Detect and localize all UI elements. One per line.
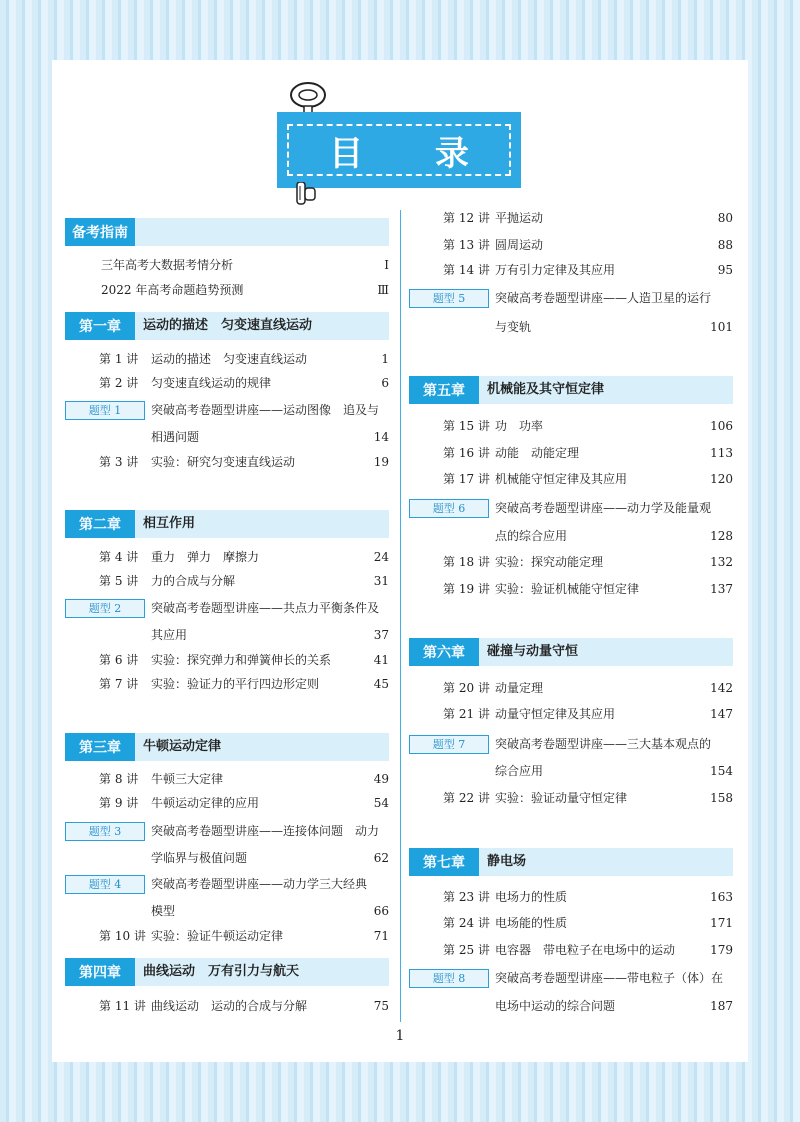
chapter-header-guide[interactable] (65, 218, 389, 246)
chapter-tag: 第七章 (409, 848, 479, 876)
toc-entry-type[interactable]: 题型 4 突破高考卷题型讲座——动力学三大经典 (65, 874, 389, 894)
chapter-header-7[interactable] (409, 848, 733, 876)
toc-entry-cont[interactable]: 与变轨 101 (495, 320, 733, 334)
toc-entry[interactable]: 第 24 讲 电场能的性质 171 (443, 916, 733, 930)
chapter-tag: 第三章 (65, 733, 135, 761)
type-badge: 题型 2 (65, 599, 145, 618)
chapter-title: 机械能及其守恒定律 (487, 382, 605, 397)
toc-entry-type[interactable]: 题型 2 突破高考卷题型讲座——共点力平衡条件及 (65, 598, 389, 618)
toc-entry-type[interactable]: 题型 1 突破高考卷题型讲座——运动图像 追及与 (65, 400, 389, 420)
type-badge: 题型 1 (65, 401, 145, 420)
toc-entry-type[interactable]: 题型 7 突破高考卷题型讲座——三大基本观点的 (409, 734, 733, 754)
toc-entry[interactable]: 第 9 讲 牛顿运动定律的应用 54 (99, 796, 389, 810)
toc-entry[interactable]: 第 6 讲 实验：探究弹力和弹簧伸长的关系 41 (99, 653, 389, 667)
chapter-title: 相互作用 (143, 516, 196, 531)
type-badge: 题型 8 (409, 969, 489, 988)
toc-entry[interactable]: 第 15 讲 功 功率 106 (443, 419, 733, 433)
chapter-title: 牛顿运动定律 (143, 739, 222, 754)
toc-entry[interactable]: 第 14 讲 万有引力定律及其应用 95 (443, 263, 733, 277)
toc-entry[interactable]: 三年高考大数据考情分析 Ⅰ (101, 258, 389, 272)
toc-entry[interactable]: 第 4 讲 重力 弹力 摩擦力 24 (99, 550, 389, 564)
type-badge: 题型 5 (409, 289, 489, 308)
toc-entry[interactable]: 第 25 讲 电容器 带电粒子在电场中的运动 179 (443, 943, 733, 957)
toc-entry[interactable]: 第 19 讲 实验：验证机械能守恒定律 137 (443, 582, 733, 596)
chapter-title: 运动的描述 匀变速直线运动 (143, 318, 313, 333)
type-badge: 题型 4 (65, 875, 145, 894)
toc-entry[interactable]: 第 20 讲 动量定理 142 (443, 681, 733, 695)
chapter-title: 碰撞与动量守恒 (487, 644, 579, 659)
toc-entry[interactable]: 第 2 讲 匀变速直线运动的规律 6 (99, 376, 389, 390)
chapter-title: 曲线运动 万有引力与航天 (143, 964, 300, 979)
hanging-ring-icon (286, 80, 336, 114)
toc-entry[interactable]: 第 21 讲 动量守恒定律及其应用 147 (443, 707, 733, 721)
page-title: 目 录 (287, 124, 511, 176)
toc-entry-type[interactable]: 题型 8 突破高考卷题型讲座——带电粒子（体）在 (409, 968, 733, 988)
title-banner (277, 112, 521, 188)
chapter-tag: 备考指南 (65, 218, 135, 246)
toc-entry[interactable]: 第 7 讲 实验：验证力的平行四边形定则 45 (99, 677, 389, 691)
toc-entry-type[interactable]: 题型 6 突破高考卷题型讲座——动力学及能量观 (409, 498, 733, 518)
toc-entry[interactable]: 第 13 讲 圆周运动 88 (443, 238, 733, 252)
toc-entry-cont[interactable]: 相遇问题 14 (151, 430, 389, 444)
chapter-header-1[interactable] (65, 312, 389, 340)
toc-entry-type[interactable]: 题型 5 突破高考卷题型讲座——人造卫星的运行 (409, 288, 733, 308)
toc-entry[interactable]: 第 5 讲 力的合成与分解 31 (99, 574, 389, 588)
chapter-tag: 第五章 (409, 376, 479, 404)
chapter-tag: 第六章 (409, 638, 479, 666)
toc-entry-cont[interactable]: 模型 66 (151, 904, 389, 918)
toc-entry[interactable]: 第 22 讲 实验：验证动量守恒定律 158 (443, 791, 733, 805)
toc-entry[interactable]: 第 12 讲 平抛运动 80 (443, 211, 733, 225)
chapter-header-2[interactable] (65, 510, 389, 538)
hanging-hook-icon (289, 182, 333, 212)
toc-entry[interactable]: 第 3 讲 实验：研究匀变速直线运动 19 (99, 455, 389, 469)
toc-entry[interactable]: 第 11 讲 曲线运动 运动的合成与分解 75 (99, 999, 389, 1013)
chapter-tag: 第一章 (65, 312, 135, 340)
chapter-header-3[interactable] (65, 733, 389, 761)
chapter-header-4[interactable] (65, 958, 389, 986)
type-badge: 题型 3 (65, 822, 145, 841)
toc-entry[interactable]: 第 23 讲 电场力的性质 163 (443, 890, 733, 904)
toc-entry-cont[interactable]: 综合应用 154 (495, 764, 733, 778)
column-divider (400, 210, 401, 1022)
toc-entry[interactable]: 第 10 讲 实验：验证牛顿运动定律 71 (99, 929, 389, 943)
chapter-header-5[interactable] (409, 376, 733, 404)
toc-entry-cont[interactable]: 其应用 37 (151, 628, 389, 642)
chapter-tag: 第四章 (65, 958, 135, 986)
toc-entry-cont[interactable]: 学临界与极值问题 62 (151, 851, 389, 865)
toc-entry-type[interactable]: 题型 3 突破高考卷题型讲座——连接体问题 动力 (65, 821, 389, 841)
chapter-header-6[interactable] (409, 638, 733, 666)
toc-entry[interactable]: 第 16 讲 动能 动能定理 113 (443, 446, 733, 460)
toc-entry[interactable]: 第 17 讲 机械能守恒定律及其应用 120 (443, 472, 733, 486)
toc-entry-cont[interactable]: 电场中运动的综合问题 187 (495, 999, 733, 1013)
toc-entry[interactable]: 第 18 讲 实验：探究动能定理 132 (443, 555, 733, 569)
toc-entry-cont[interactable]: 点的综合应用 128 (495, 529, 733, 543)
toc-page (52, 60, 748, 1062)
toc-entry[interactable]: 第 8 讲 牛顿三大定律 49 (99, 772, 389, 786)
type-badge: 题型 7 (409, 735, 489, 754)
page-number: 1 (395, 1028, 405, 1044)
chapter-title: 静电场 (487, 854, 527, 869)
toc-entry[interactable]: 2022 年高考命题趋势预测 Ⅲ (101, 283, 389, 297)
type-badge: 题型 6 (409, 499, 489, 518)
toc-entry[interactable]: 第 1 讲 运动的描述 匀变速直线运动 1 (99, 352, 389, 366)
chapter-tag: 第二章 (65, 510, 135, 538)
